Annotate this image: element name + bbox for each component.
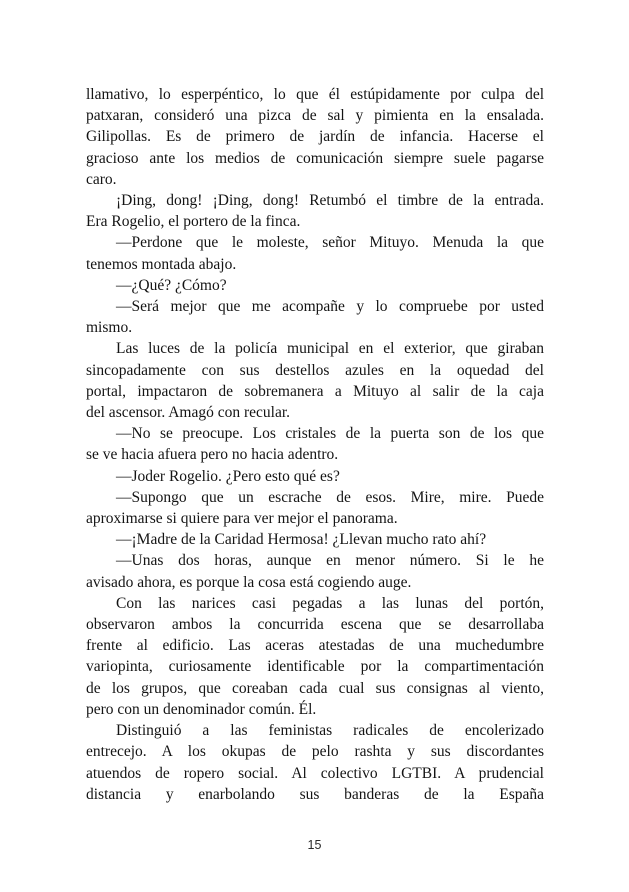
text-line: sincopadamente con sus destellos azules en la oquedad del [86, 361, 544, 379]
text-line: entrecejo. A los okupas de pelo rashta y sus discordantes [86, 743, 544, 761]
text-line: atuendos de ropero social. Al colectivo LGTBI. A prudencial [86, 764, 544, 782]
page-text [86, 84, 544, 805]
text-line: del ascensor. Amagó con recular. [86, 404, 291, 422]
text-line: Era Rogelio, el portero de la finca. [86, 213, 301, 231]
text-line: frente al edificio. Las aceras atestadas de una muchedumbre [86, 637, 544, 655]
text-line: Con las narices casi pegadas a las lunas del portón, [116, 594, 544, 612]
text-line: observaron ambos la concurrida escena que se desarrollaba [86, 616, 544, 634]
text-line: ¡Ding, dong! ¡Ding, dong! Retumbó el timbre de la entrada. [116, 192, 544, 210]
text-line: avisado ahora, es porque la cosa está cogiendo auge. [86, 573, 412, 591]
text-line: variopinta, curiosamente identificable por la compartimentación [86, 658, 544, 676]
text-line: caro. [86, 170, 117, 188]
text-line: Distinguió a las feministas radicales de encolerizado [116, 722, 544, 740]
text-line: patxaran, consideró una pizca de sal y pimienta en la ensalada. [86, 107, 544, 125]
text-line: —¿Qué? ¿Cómo? [116, 276, 227, 294]
text-line: portal, impactaron de sobremanera a Mituyo al salir de la caja [86, 382, 544, 400]
text-line: —Supongo que un escrache de esos. Mire, mire. Puede [116, 488, 544, 506]
text-line: gracioso ante los medios de comunicación siempre suele pagarse [86, 149, 544, 167]
text-line: tenemos montada abajo. [86, 255, 237, 273]
text-line: —Unas dos horas, aunque en menor número. Si le he [116, 552, 544, 570]
text-line: Gilipollas. Es de primero de jardín de infancia. Hacerse el [86, 128, 544, 146]
text-line: llamativo, lo esperpéntico, lo que él estúpidamente por culpa del [86, 86, 544, 103]
text-line: Las luces de la policía municipal en el exterior, que giraban [116, 340, 544, 358]
text-line: pero con un denominador común. Él. [86, 700, 317, 718]
text-line: mismo. [86, 319, 133, 337]
text-line: —Perdone que le moleste, señor Mituyo. Menuda la que [116, 234, 544, 252]
text-line: de los grupos, que coreaban cada cual sus consignas al viento, [86, 679, 544, 697]
text-line: —Joder Rogelio. ¿Pero esto qué es? [116, 467, 340, 485]
text-line: —Será mejor que me acompañe y lo compruebe por usted [116, 298, 544, 316]
text-line: se ve hacia afuera pero no hacia adentro. [86, 446, 339, 464]
text-line: aproximarse si quiere para ver mejor el panorama. [86, 510, 398, 528]
text-line: distancia y enarbolando sus banderas de la España [86, 785, 544, 803]
text-line: —No se preocupe. Los cristales de la puerta son de los que [116, 425, 544, 443]
text-line: —¡Madre de la Caridad Hermosa! ¿Llevan mucho rato ahí? [116, 531, 487, 549]
page-number: 15 [307, 838, 322, 852]
